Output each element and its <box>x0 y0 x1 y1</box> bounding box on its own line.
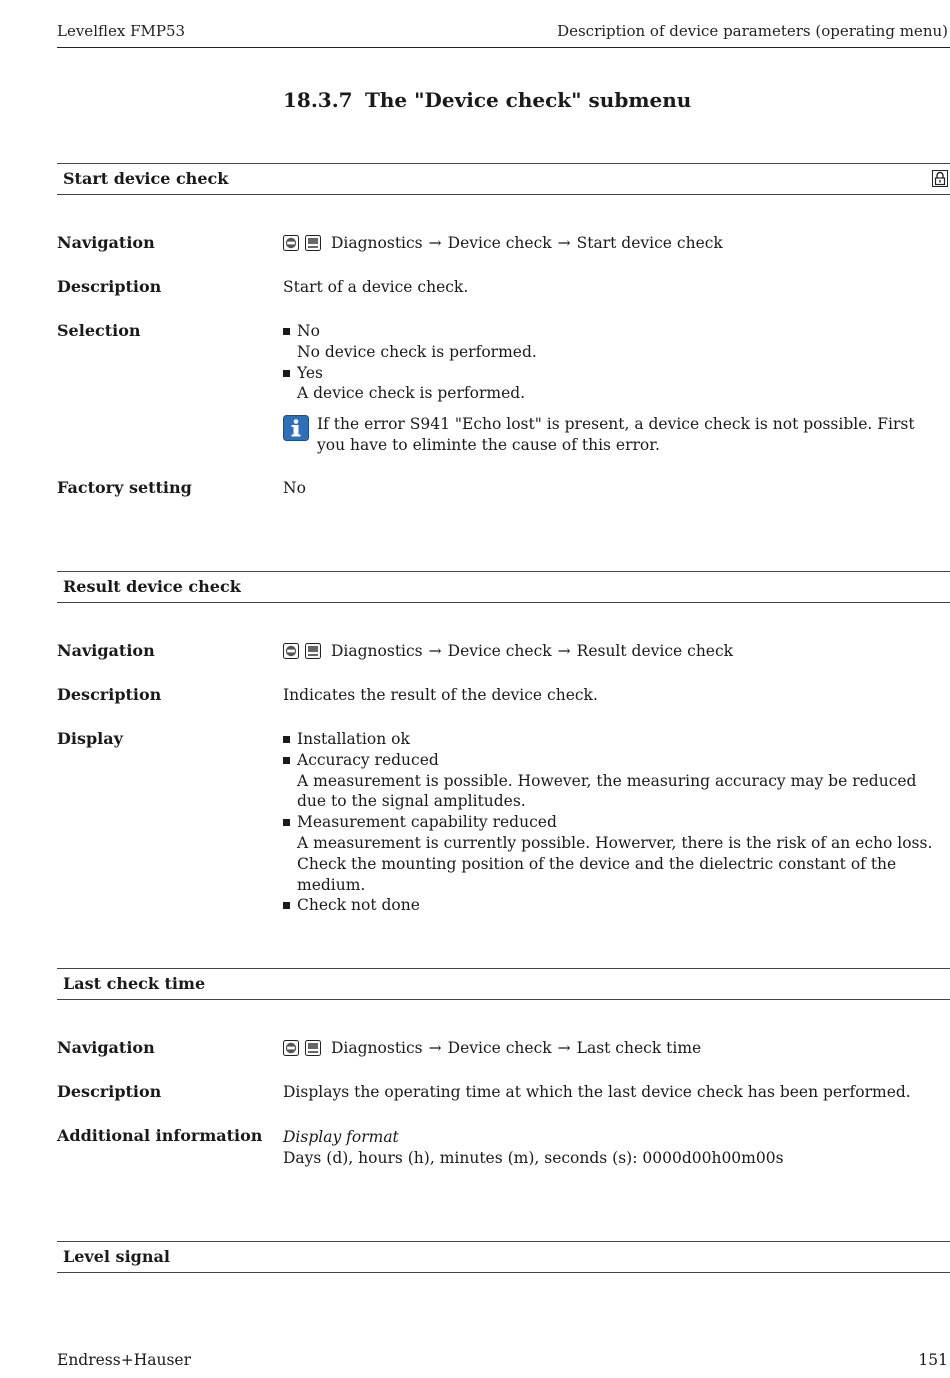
nav-arrow: → <box>557 642 571 660</box>
lock-icon <box>932 170 948 187</box>
nav-arrow: → <box>557 234 571 252</box>
display-icon <box>305 235 321 251</box>
factory-setting-label: Factory setting <box>57 478 192 497</box>
header-rule <box>57 47 950 48</box>
param-last-check-time <box>57 968 950 1000</box>
description-label: Description <box>57 1082 162 1101</box>
list-item <box>283 321 943 363</box>
param-level-signal <box>57 1241 950 1273</box>
additional-info-label: Additional information <box>57 1126 263 1145</box>
param-result-device-check <box>57 571 950 603</box>
selection-list <box>283 321 943 404</box>
info-text: If the error S941 "Echo lost" is present, a device check is not possible. First you have to eliminte the cause of this error. <box>317 415 915 454</box>
display-icon <box>305 643 321 659</box>
operating-tool-icon <box>283 643 299 659</box>
list-item <box>283 812 947 895</box>
header-product: Levelflex FMP53 <box>57 22 186 40</box>
nav-arrow: → <box>428 1039 442 1057</box>
option-text: A device check is performed. <box>297 384 526 403</box>
display-label: Display <box>57 729 123 748</box>
operating-tool-icon <box>283 235 299 251</box>
option-text: A measurement is currently possible. Howerver, there is the risk of an echo loss. Check the mounting position of the device and the dielectric constant of the medium. <box>297 833 933 894</box>
param-title: Level signal <box>63 1247 170 1266</box>
option-text: A measurement is possible. However, the measuring accuracy may be reduced due to the signal amplitudes. <box>297 771 917 811</box>
param-title: Start device check <box>63 169 229 188</box>
list-item <box>283 729 947 750</box>
footer-brand: Endress+Hauser <box>57 1351 191 1369</box>
section-heading <box>283 88 691 112</box>
navigation-path <box>283 1039 701 1057</box>
nav-arrow: → <box>428 234 442 252</box>
nav-step: Device check <box>447 1039 552 1057</box>
nav-step: Diagnostics <box>331 642 423 660</box>
option-name: Installation ok <box>297 730 410 748</box>
section-title: The "Device check" submenu <box>365 88 692 112</box>
page-number: 151 <box>918 1351 948 1369</box>
option-text: No device check is performed. <box>297 342 537 361</box>
description-text: Displays the operating time at which the last device check has been performed. <box>283 1083 911 1101</box>
display-format-heading: Display format <box>283 1128 399 1146</box>
nav-arrow: → <box>428 642 442 660</box>
display-format-text: Days (d), hours (h), minutes (m), seconds (s): 0000d00h00m00s <box>283 1149 784 1167</box>
header-chapter: Description of device parameters (operating menu) <box>557 22 948 40</box>
navigation-label: Navigation <box>57 1038 155 1057</box>
factory-setting-value: No <box>283 479 306 497</box>
section-number: 18.3.7 <box>283 88 353 112</box>
nav-arrow: → <box>557 1039 571 1057</box>
selection-label: Selection <box>57 321 141 340</box>
nav-step: Device check <box>447 234 552 252</box>
description-label: Description <box>57 277 162 296</box>
option-name: Measurement capability reduced <box>297 813 557 832</box>
nav-step: Start device check <box>576 234 723 252</box>
operating-tool-icon <box>283 1040 299 1056</box>
option-name: No <box>297 322 320 340</box>
description-text: Indicates the result of the device check. <box>283 686 598 704</box>
param-start-device-check <box>57 163 950 195</box>
navigation-label: Navigation <box>57 641 155 660</box>
navigation-path <box>283 642 733 660</box>
display-icon <box>305 1040 321 1056</box>
nav-step: Diagnostics <box>331 234 423 252</box>
display-list <box>283 729 947 916</box>
option-name: Yes <box>297 363 324 382</box>
nav-step: Device check <box>447 642 552 660</box>
info-icon <box>283 415 309 441</box>
description-label: Description <box>57 685 162 704</box>
list-item <box>283 750 947 812</box>
param-title: Result device check <box>63 577 241 596</box>
description-text: Start of a device check. <box>283 278 469 296</box>
nav-step: Result device check <box>576 642 734 660</box>
info-note <box>283 414 943 456</box>
additional-info <box>283 1127 784 1169</box>
nav-step: Last check time <box>576 1039 702 1057</box>
option-name: Check not done <box>297 896 420 915</box>
navigation-label: Navigation <box>57 233 155 252</box>
nav-step: Diagnostics <box>331 1039 423 1057</box>
option-name: Accuracy reduced <box>297 750 439 769</box>
navigation-path <box>283 234 723 252</box>
list-item <box>283 895 947 916</box>
param-title: Last check time <box>63 974 206 993</box>
list-item <box>283 363 943 405</box>
